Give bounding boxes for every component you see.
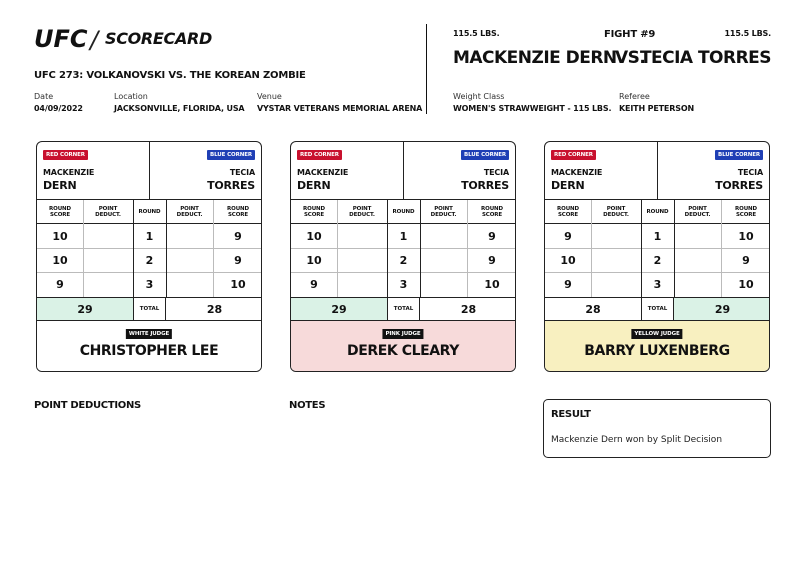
blue-last-name: TORRES [715,179,763,192]
blue-round-score-header: ROUND SCORE [227,205,249,218]
red-round-score-header: ROUND SCORE [303,205,325,218]
judge-area [37,321,261,372]
round-number: 3 [653,277,662,291]
red-corner-tag: RED CORNER [551,150,596,160]
date-value: 04/09/2022 [34,104,83,113]
round-number: 1 [653,229,662,243]
red-first-name: MACKENZIE [551,168,603,177]
judge-color-tag: WHITE JUDGE [126,329,172,339]
blue-round-score-header: ROUND SCORE [735,205,757,218]
blue-weight: 115.5 LBS. [724,29,771,38]
blue-round-score: 9 [234,229,242,243]
column-divider [387,200,388,297]
result-title: RESULT [551,409,591,420]
row-divider [291,272,515,273]
red-corner-cell [545,142,658,200]
blue-corner-tag: BLUE CORNER [461,150,509,160]
blue-point-deduct-header: POINT DEDUCT. [684,205,711,218]
blue-total: 28 [460,302,477,316]
round-header: ROUND [646,208,669,215]
blue-first-name: TECIA [229,168,255,177]
blue-round-score: 9 [488,229,496,243]
total-label: TOTAL [387,298,420,320]
corner-header [545,142,769,200]
ufc-logo [34,24,98,54]
row-divider [545,248,769,249]
red-round-score-header: ROUND SCORE [49,205,71,218]
blue-first-name: TECIA [737,168,763,177]
judge-name: CHRISTOPHER LEE [79,343,219,359]
red-point-deduct-header: POINT DEDUCT. [603,205,629,218]
totals-row [37,297,261,321]
blue-point-deduct-header: POINT DEDUCT. [430,205,457,218]
red-round-score: 10 [560,253,576,267]
red-round-score: 9 [564,229,572,243]
red-round-score-header: ROUND SCORE [557,205,579,218]
red-last-name: DERN [551,179,585,192]
blue-round-score: 9 [742,253,750,267]
location-value: JACKSONVILLE, FLORIDA, USA [114,104,245,113]
weight-class-value: WOMEN'S STRAWWEIGHT - 115 LBS. [453,104,612,113]
scorecard-title: SCORECARD [105,29,212,48]
column-divider [420,200,421,297]
location-label: Location [114,92,148,101]
red-round-score: 9 [564,277,572,291]
fight-number: FIGHT #9 [604,29,656,40]
round-number: 3 [145,277,154,291]
weight-class-label: Weight Class [453,92,505,101]
round-number: 2 [399,253,408,267]
blue-last-name: TORRES [461,179,509,192]
red-round-score: 10 [52,229,68,243]
round-number: 1 [145,229,154,243]
row-divider [37,248,261,249]
corner-header [291,142,515,200]
judge-card [36,141,262,372]
judge-area [545,321,769,372]
red-fighter-name: MACKENZIE DERN [453,48,617,68]
judge-color-tag: YELLOW JUDGE [631,329,682,339]
result-box [543,399,771,458]
totals-row [291,297,515,321]
judge-area [291,321,515,372]
ufc-logo-text: UFC [34,25,88,53]
blue-fighter-name: TECIA TORRES [639,48,771,68]
result-text: Mackenzie Dern won by Split Decision [551,435,723,445]
column-divider [133,200,134,297]
column-divider [213,200,214,297]
blue-round-score: 10 [484,277,500,291]
column-divider [641,200,642,297]
red-corner-tag: RED CORNER [297,150,342,160]
judge-card [544,141,770,372]
red-last-name: DERN [43,179,77,192]
red-point-deduct-header: POINT DEDUCT. [95,205,121,218]
red-round-score: 9 [56,277,64,291]
referee-label: Referee [619,92,650,101]
header-divider [426,24,427,114]
red-first-name: MACKENZIE [43,168,95,177]
red-total: 29 [77,302,93,316]
red-corner-cell [37,142,150,200]
date-label: Date [34,92,54,101]
red-round-score: 10 [306,229,322,243]
blue-corner-tag: BLUE CORNER [207,150,255,160]
score-table-header [291,200,515,224]
round-number: 2 [653,253,662,267]
judge-name: DEREK CLEARY [347,343,459,359]
red-round-score: 10 [52,253,68,267]
point-deductions-title: POINT DEDUCTIONS [34,400,141,411]
venue-value: VYSTAR VETERANS MEMORIAL ARENA [257,104,423,113]
column-divider [166,200,167,297]
red-first-name: MACKENZIE [297,168,349,177]
score-table-header [545,200,769,224]
total-label: TOTAL [641,298,674,320]
red-corner-cell [291,142,404,200]
red-corner-tag: RED CORNER [43,150,88,160]
blue-last-name: TORRES [207,179,255,192]
event-title: UFC 273: VOLKANOVSKI VS. THE KOREAN ZOMBIE [34,70,306,81]
blue-first-name: TECIA [483,168,509,177]
total-label: TOTAL [133,298,166,320]
column-divider [591,200,592,297]
round-number: 1 [399,229,408,243]
judge-color-tag: PINK JUDGE [382,329,423,339]
referee-value: KEITH PETERSON [619,104,695,113]
row-divider [545,272,769,273]
blue-round-score: 10 [738,277,754,291]
judge-card [290,141,516,372]
blue-round-score-header: ROUND SCORE [481,205,503,218]
row-divider [291,248,515,249]
round-number: 3 [399,277,408,291]
judge-name: BARRY LUXENBERG [584,343,730,359]
row-divider [37,272,261,273]
blue-round-score: 9 [488,253,496,267]
corner-header [37,142,261,200]
red-round-score: 9 [310,277,318,291]
totals-row [545,297,769,321]
blue-point-deduct-header: POINT DEDUCT. [176,205,203,218]
column-divider [337,200,338,297]
blue-corner-tag: BLUE CORNER [715,150,763,160]
blue-round-score: 10 [230,277,246,291]
logo-divider: / [90,26,99,54]
red-round-score: 10 [306,253,322,267]
red-total: 29 [331,302,347,316]
red-total: 28 [585,302,601,316]
venue-label: Venue [257,92,282,101]
round-header: ROUND [138,208,161,215]
vs-label: VS. [615,48,646,68]
column-divider [467,200,468,297]
notes-title: NOTES [289,400,326,411]
blue-total: 29 [714,302,731,316]
red-last-name: DERN [297,179,331,192]
column-divider [721,200,722,297]
red-point-deduct-header: POINT DEDUCT. [349,205,375,218]
round-number: 2 [145,253,154,267]
blue-round-score: 9 [234,253,242,267]
round-header: ROUND [392,208,415,215]
column-divider [83,200,84,297]
score-table-header [37,200,261,224]
blue-round-score: 10 [738,229,754,243]
blue-total: 28 [206,302,223,316]
red-weight: 115.5 LBS. [453,29,500,38]
column-divider [674,200,675,297]
